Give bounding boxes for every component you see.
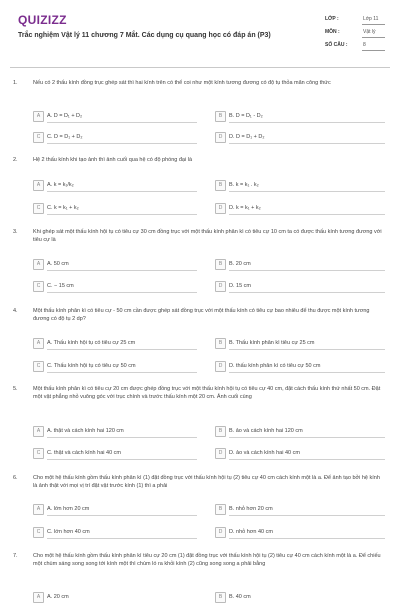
question-text: Nếu có 2 thấu kính đồng trục ghép sát thì hai kính trên có thể coi như một kính tương đương có độ tụ thỏa mãn công thức [33,80,331,86]
question-number: 4. [13,308,18,314]
option-text: C. D = D₁ + D₂ [47,133,83,140]
meta-row-count [325,39,385,52]
option-underline [47,437,197,438]
option-underline [229,459,385,460]
option-text: A. 50 cm [47,260,69,267]
question-text: Cho một hệ thấu kính gồm thấu kính phân kì tiêu cự 20 cm (1) đặt đồng trục với thấu kính hội tụ (2) tiêu cự 40 cm cách kính một là a. Để chiếu một chùm sáng song song tới kính một thì chùm ló ra khỏi kính (2) cũng song song a phải bằng [33,553,381,567]
option-letter-badge: B [215,111,226,122]
option-text: B. k = k₁ . k₂ [229,181,259,188]
meta-underline [362,50,385,51]
option-underline [47,122,197,123]
option-text: A. 20 cm [47,593,69,600]
option-letter-badge: C [33,281,44,292]
question-number: 2. [13,157,18,163]
option-text: B. D = D₁ - D₂ [229,112,263,119]
option-underline [47,538,197,539]
option-underline [229,214,385,215]
option-text: A. Thấu kính hội tụ có tiêu cự 25 cm [47,339,136,346]
option-letter-badge: A [33,592,44,603]
option-text: D. ảo và cách kính hai 40 cm [229,449,300,456]
option-text: D. thấu kính phân kì có tiêu cự 50 cm [229,362,321,369]
option-text: A. D = D₁ + D₂ [47,112,83,119]
option-text: A. lớn hơn 20 cm [47,505,90,512]
meta-label: MÔN : [325,29,340,35]
question-number: 7. [13,553,18,559]
option-letter-badge: A [33,504,44,515]
option-underline [47,459,197,460]
option-letter-badge: C [33,527,44,538]
option-text: C. thật và cách kính hai 40 cm [47,449,121,456]
question-number: 6. [13,475,18,481]
option-text: D. 15 cm [229,282,252,289]
option-letter-badge: D [215,132,226,143]
option-letter-badge: D [215,281,226,292]
option-text: B. 40 cm [229,593,251,600]
meta-info [325,13,385,52]
worksheet-header [0,0,400,64]
option-text: D. D = D₁ + D₂ [229,133,265,140]
option-underline [229,515,385,516]
question-number: 5. [13,386,18,392]
option-underline [47,349,197,350]
option-underline [229,270,385,271]
meta-label: SỐ CÂU : [325,42,348,48]
option-letter-badge: B [215,504,226,515]
option-letter-badge: B [215,259,226,270]
option-text: B. 20 cm [229,260,251,267]
question-text: Một thấu kính phân kì có tiêu cự 20 cm được ghép đồng trục với một thấu kính hội tụ có tiêu cự 40 cm, đặt cách thấu kính thứ nhất 50 cm. Đặt một vật phẳng nhỏ vuông góc với trục chính và trước thấu kính một 20 cm. Ảnh cuối cùng [33,386,381,400]
option-text: C. k = k₁ + k₂ [47,204,79,211]
option-underline [47,143,197,144]
option-letter-badge: C [33,361,44,372]
header-divider [10,67,390,68]
question-text: Cho một hệ thấu kính gồm thấu kính phân kì (1) đặt đồng trục với thấu kính hội tụ (2) tiêu cự 40 cm cách kính một là a. Để ảnh tạo bởi hệ kính là ảnh thật với mọi vị trí đặt vật trước kính (1) thì a phải [33,475,380,489]
option-text: D. nhỏ hơn 40 cm [229,528,273,535]
option-letter-badge: C [33,132,44,143]
option-underline [47,270,197,271]
option-letter-badge: B [215,426,226,437]
option-letter-badge: C [33,448,44,459]
option-underline [47,292,197,293]
option-underline [47,214,197,215]
option-letter-badge: B [215,180,226,191]
option-letter-badge: D [215,361,226,372]
option-text: B. nhỏ hơn 20 cm [229,505,273,512]
option-letter-badge: D [215,448,226,459]
question-number: 1. [13,80,18,86]
question-text: Một thấu kính phân kì có tiêu cự - 50 cm cần được ghép sát đồng trục với một thấu kính có tiêu cự bao nhiêu để thu được một kính tương đương có độ tụ 2 dp? [33,308,370,322]
meta-underline [362,37,385,38]
question-text: Hệ 2 thấu kính khi tạo ảnh thì ảnh cuối qua hệ có độ phóng đại là [33,157,193,163]
option-text: C. − 15 cm [47,282,74,289]
option-text: B. Thấu kính phân kì tiêu cự 25 cm [229,339,315,346]
option-letter-badge: B [215,592,226,603]
option-letter-badge: A [33,111,44,122]
option-underline [229,143,385,144]
meta-row-subject [325,26,385,39]
option-underline [229,349,385,350]
question-number: 3. [13,229,18,235]
meta-label: LỚP : [325,16,339,22]
option-letter-badge: A [33,259,44,270]
option-underline [47,191,197,192]
option-underline [47,372,197,373]
option-underline [229,372,385,373]
meta-underline [362,24,385,25]
option-letter-badge: B [215,338,226,349]
option-text: C. lớn hơn 40 cm [47,528,90,535]
option-letter-badge: A [33,180,44,191]
quizizz-logo: QUIZIZZ [18,13,67,27]
option-underline [229,191,385,192]
meta-value: Vật lý [363,29,376,35]
option-letter-badge: C [33,203,44,214]
meta-row-class [325,13,385,26]
option-letter-badge: D [215,203,226,214]
option-underline [229,437,385,438]
option-letter-badge: A [33,338,44,349]
question-text: Khi ghép sát một thấu kính hội tụ có tiêu cự 30 cm đồng trục với một thấu kính phân kì có tiêu cự 10 cm ta có được thấu kính tương đương với tiêu cự là [33,229,382,243]
meta-value: Lớp 11 [363,16,379,22]
meta-value: 8 [363,42,366,48]
option-text: A. thật và cách kính hai 120 cm [47,427,124,434]
option-underline [229,122,385,123]
option-letter-badge: D [215,527,226,538]
option-text: A. k = k₁/k₂ [47,181,74,188]
option-underline [229,292,385,293]
option-underline [229,538,385,539]
option-text: B. ảo và cách kính hai 120 cm [229,427,303,434]
option-underline [47,515,197,516]
page-title: Trắc nghiệm Vật lý 11 chương 7 Mắt. Các dụng cụ quang học có đáp án (P3) [18,32,271,39]
option-text: D. k = k₁ + k₂ [229,204,261,211]
option-letter-badge: A [33,426,44,437]
option-text: C. Thấu kính hội tụ có tiêu cự 50 cm [47,362,136,369]
